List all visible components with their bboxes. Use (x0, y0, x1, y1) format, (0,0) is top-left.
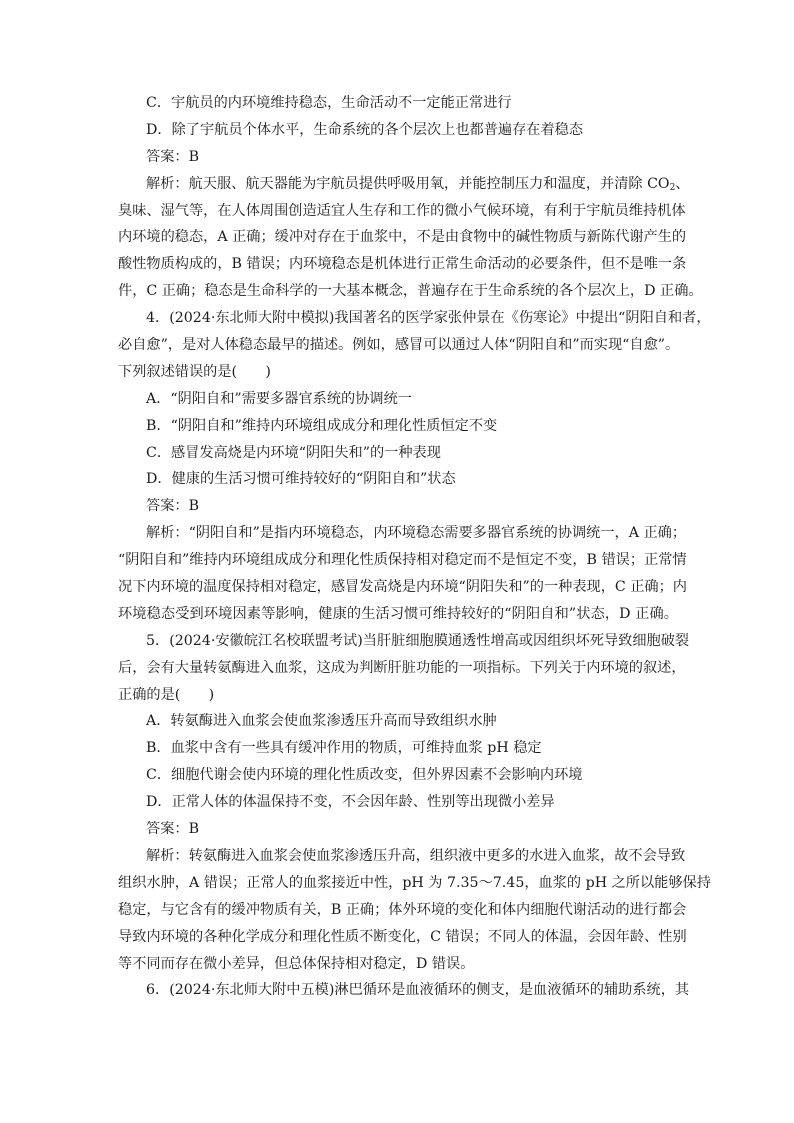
q5-answer: 答案：B (146, 821, 199, 838)
q3-analysis-line-1 (118, 171, 690, 198)
q4-analysis-line-4: 环境稳态受到环境因素等影响，健康的生活习惯可维持较好的“阴阳自和”状态，D 正确。 (118, 605, 678, 622)
q5-analysis-line-1: 解析：转氨酶进入血浆会使血浆渗透压升高，组织液中更多的水进入血浆，故不会导致 (146, 847, 686, 864)
q3-option-c: C．宇航员的内环境维持稳态，生命活动不一定能正常进行 (146, 95, 512, 111)
q4-analysis-line-1: 解析：“阴阳自和”是指内环境稳态，内环境稳态需要多器官系统的协调统一，A 正确； (146, 525, 687, 542)
q5-stem-line-3: 正确的是( ) (118, 686, 215, 703)
document-page (118, 90, 711, 1004)
q3-analysis-line-3: 内环境的稳态，A 正确；缓冲对存在于血浆中，不是由食物中的碱性物质与新陈代谢产生的 (118, 229, 687, 246)
q5-analysis-line-2: 组织水肿，A 错误；正常人的血浆接近中性，pH 为 7.35～7.45，血浆的 pH 之所以能够保持 (118, 874, 711, 891)
q5-option-a: A．转氨酶进入血浆会使血浆渗透压升高而导致组织水肿 (146, 713, 497, 730)
q4-option-d: D．健康的生活习惯可维持较好的“阴阳自和”状态 (146, 471, 456, 488)
q4-analysis-line-3: 况下内环境的温度保持相对稳定，感冒发高烧是内环境“阴阳失和”的一种表现，C 正确；内 (118, 579, 687, 596)
q4-answer: 答案：B (146, 498, 199, 515)
q5-analysis-line-4: 导致内环境的各种化学成分和理化性质不断变化，C 错误；不同人的体温，会因年龄、性别 (118, 928, 687, 945)
q5-option-b: B．血浆中含有一些具有缓冲作用的物质，可维持血浆 pH 稳定 (146, 740, 542, 757)
q3-option-d: D．除了宇航员个体水平，生命系统的各个层次上也都普遍存在着稳态 (146, 121, 584, 138)
q3-analysis-line-5: 件，C 正确；稳态是生命科学的一大基本概念，普遍存在于生命系统的各个层次上，D 正确。 (118, 283, 703, 300)
q4-stem-line-3: 下列叙述错误的是( ) (118, 363, 271, 380)
q5-option-c: C．细胞代谢会使内环境的理化性质改变，但外界因素不会影响内环境 (146, 767, 583, 784)
q3-answer: 答案：B (146, 148, 199, 165)
q3-analysis-line-4: 酸性物质构成的，B 错误；内环境稳态是机体进行正常生命活动的必要条件，但不是唯一条 (118, 256, 687, 273)
q5-analysis-line-3: 稳定，与它含有的缓冲物质有关，B 正确；体外环境的变化和体内细胞代谢活动的进行都会 (118, 901, 687, 918)
q5-analysis-line-5: 等不同而存在微小差异，但总体保持相对稳定，D 错误。 (118, 955, 475, 972)
q5-stem-line-1: 5．(2024·安徽皖江名校联盟考试)当肝脏细胞膜通透性增高或因组织坏死导致细胞破裂 (146, 632, 690, 649)
q4-option-c: C．感冒发高烧是内环境“阴阳失和”的一种表现 (146, 444, 441, 461)
co2-subscript: 2 (669, 182, 676, 193)
q3-analysis-line-2: 臭味、湿气等，在人体周围创造适宜人生存和工作的微小气候环境，有利于宇航员维持机体 (118, 202, 686, 219)
q5-stem-line-2: 后，会有大量转氨酶进入血浆，这成为判断肝脏功能的一项指标。下列关于内环境的叙述， (118, 659, 686, 676)
q4-stem-line-1: 4．(2024·东北师大附中模拟)我国著名的医学家张仲景在《伤寒论》中提出“阴阳自和者， (146, 310, 711, 327)
q4-option-b: B．“阴阳自和”维持内环境组成成分和理化性质恒定不变 (146, 417, 498, 434)
co2-tail: 、 (675, 175, 690, 192)
q3-analysis-text: 解析：航天服、航天器能为宇航员提供呼吸用氧，并能控制压力和温度，并清除 CO (146, 175, 670, 192)
q4-option-a: A．“阴阳自和”需要多器官系统的协调统一 (146, 390, 412, 407)
q4-analysis-line-2: “阴阳自和”维持内环境组成成分和理化性质保持相对稳定而不是恒定不变，B 错误；正常情 (118, 552, 687, 569)
q6-stem-line-1: 6．(2024·东北师大附中五模)淋巴循环是血液循环的侧支，是血液循环的辅助系统，其 (146, 982, 690, 999)
q5-option-d: D．正常人体的体温保持不变，不会因年龄、性别等出现微小差异 (146, 794, 555, 811)
q4-stem-line-2: 必自愈”，是对人体稳态最早的描述。例如，感冒可以通过人体“阴阳自和”而实现“自愈”。 (118, 337, 680, 354)
